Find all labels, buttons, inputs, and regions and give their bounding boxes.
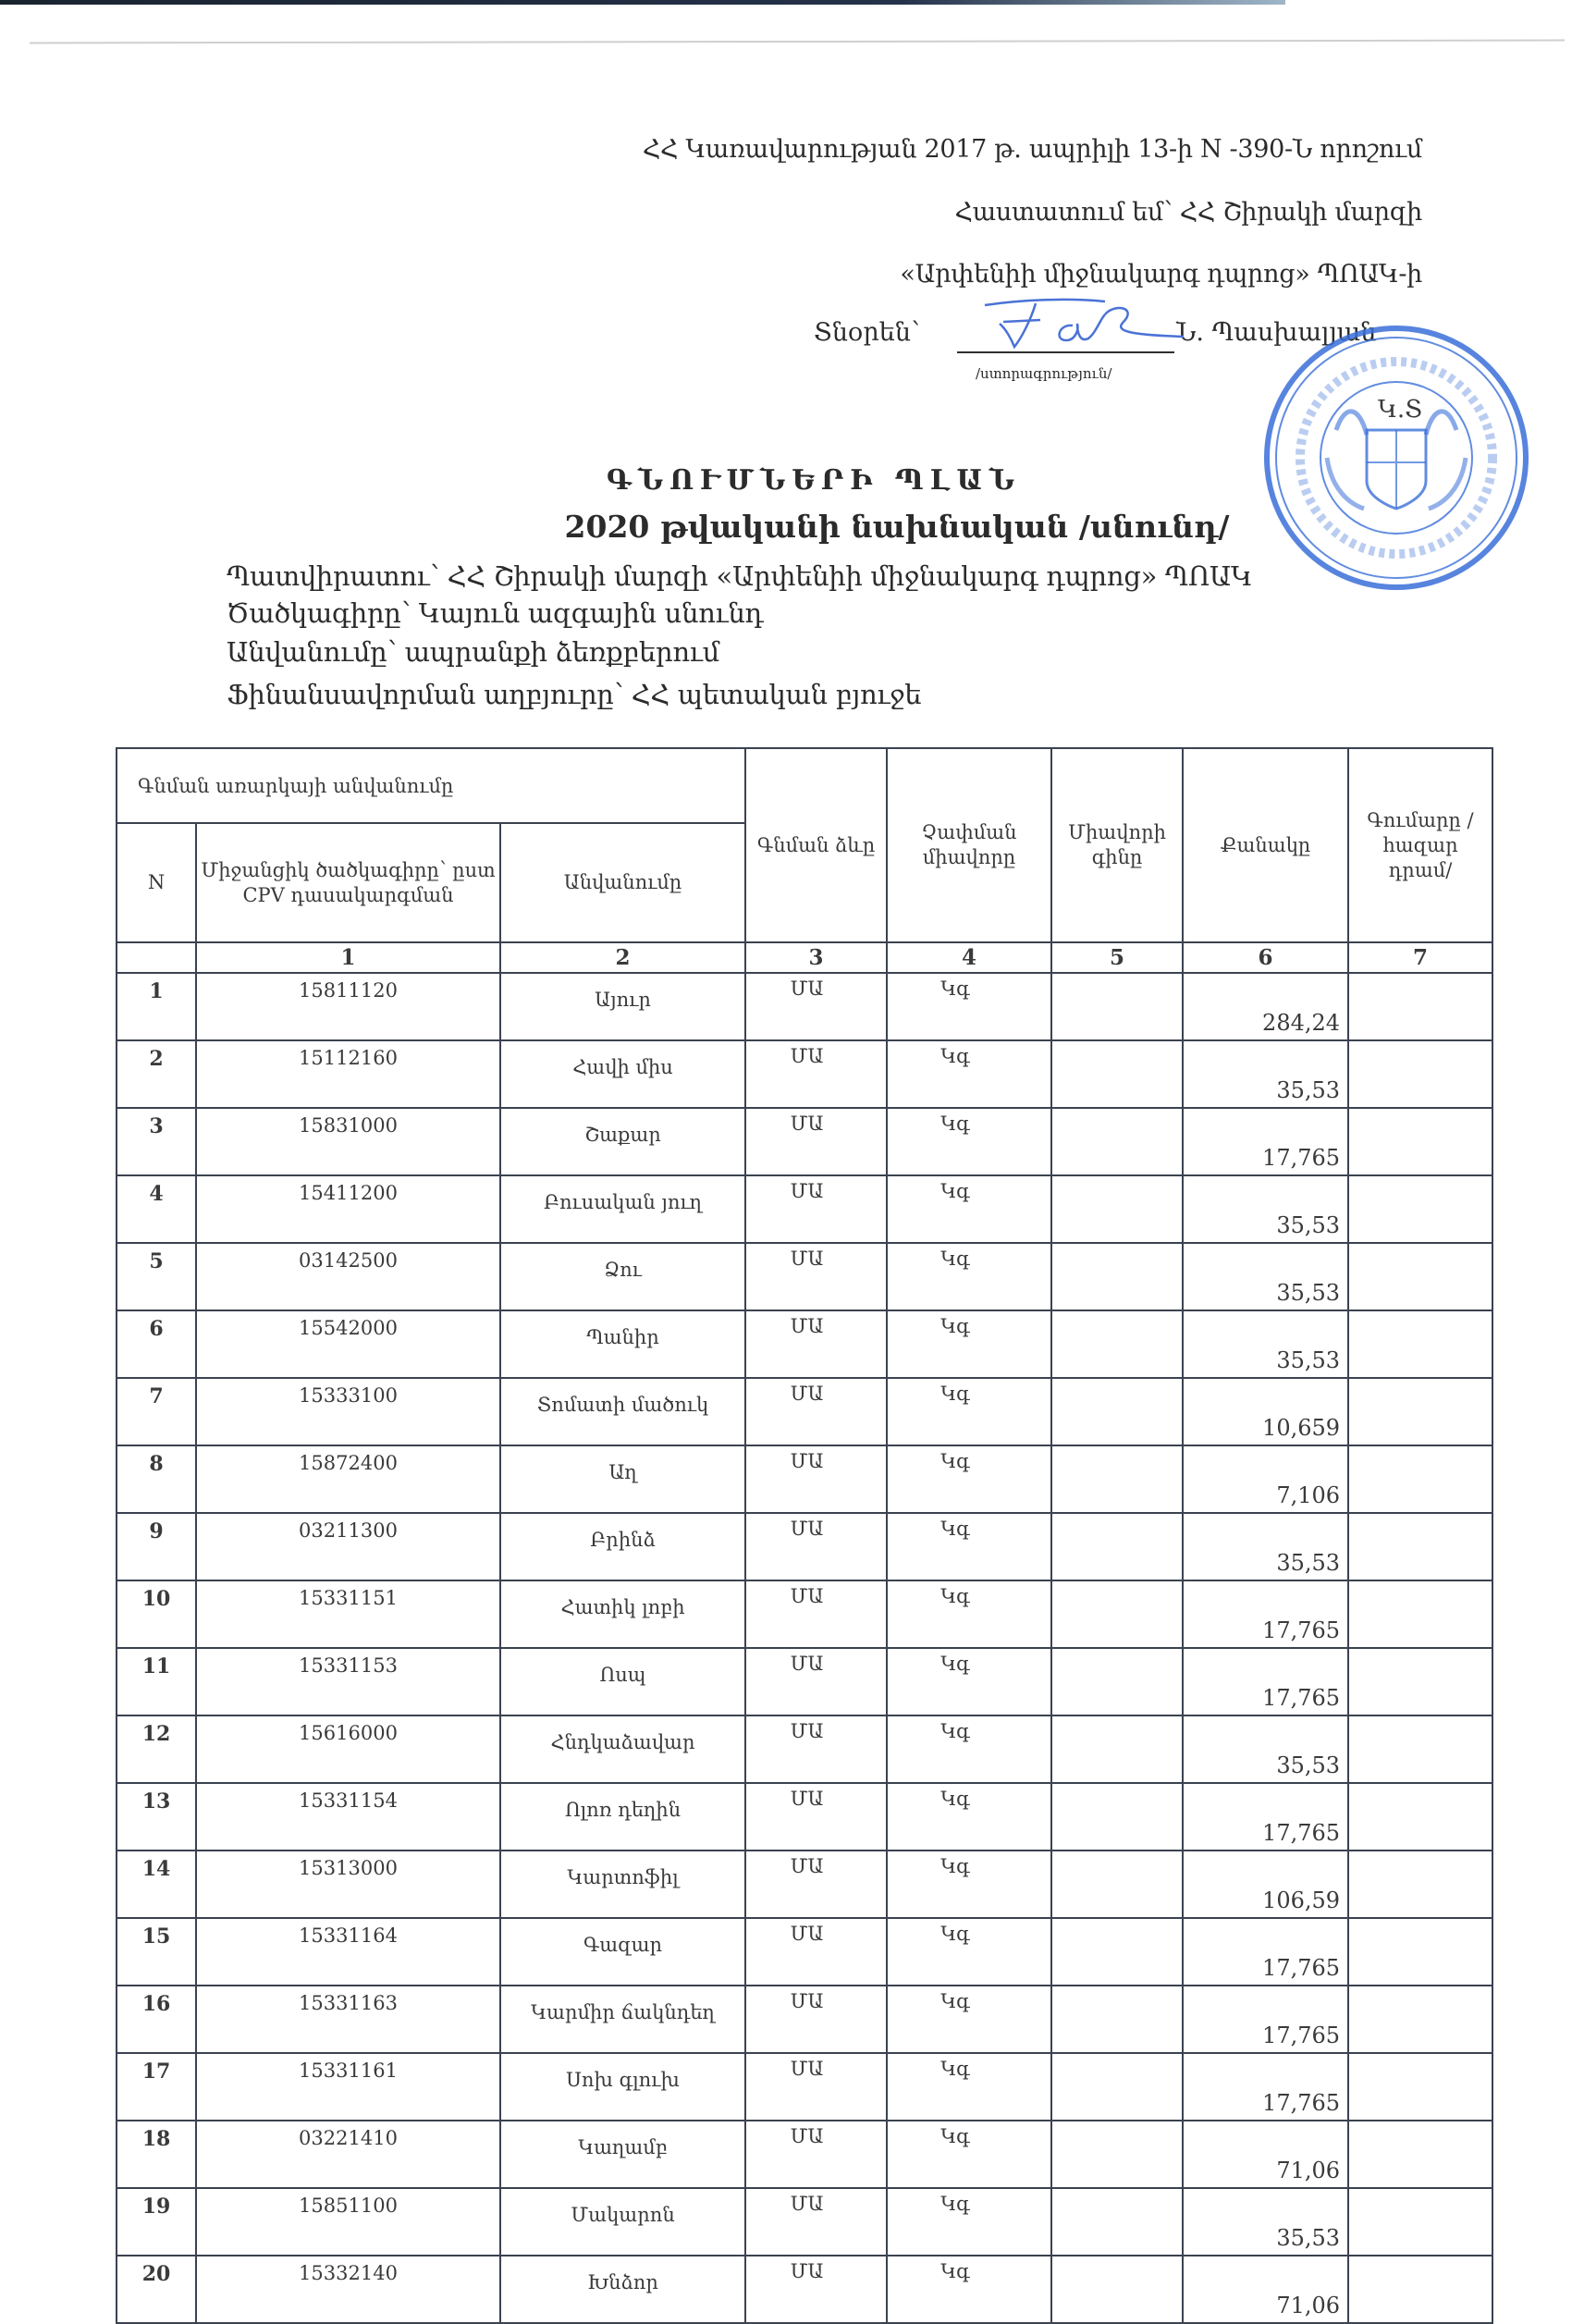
col-number: 3 [745, 942, 887, 973]
signature-caption: /ստորագրություն/ [976, 365, 1112, 382]
cpv-code: 15872400 [196, 1445, 500, 1513]
quantity: 35,53 [1183, 1513, 1348, 1580]
unit-of-measure: Կգ [887, 1108, 1051, 1175]
cpv-code: 15411200 [196, 1175, 500, 1243]
procurement-plan-table [116, 747, 1493, 2324]
cpv-code: 15112160 [196, 1040, 500, 1108]
quantity: 10,659 [1183, 1378, 1348, 1445]
code-line: Ծածկագիրը՝ Կայուն ազգային սնունդ [227, 597, 764, 629]
unit-price [1051, 2188, 1183, 2256]
table-row [117, 1986, 1492, 2053]
row-number: 9 [117, 1513, 196, 1580]
quantity: 35,53 [1183, 1310, 1348, 1378]
procurement-form: ՄԱ [745, 1851, 887, 1918]
item-name: Գազար [500, 1918, 745, 1986]
row-number: 6 [117, 1310, 196, 1378]
table-row [117, 1851, 1492, 1918]
item-name: Աղ [500, 1445, 745, 1513]
procurement-form: ՄԱ [745, 1580, 887, 1648]
unit-price [1051, 2121, 1183, 2188]
unit-of-measure: Կգ [887, 1243, 1051, 1310]
scan-top-edge [0, 0, 1285, 5]
table-row [117, 1175, 1492, 1243]
item-name: Բուսական յուղ [500, 1175, 745, 1243]
table-row [117, 1783, 1492, 1851]
table-row [117, 1513, 1492, 1580]
quantity: 17,765 [1183, 1986, 1348, 2053]
unit-of-measure: Կգ [887, 1986, 1051, 2053]
quantity: 17,765 [1183, 1580, 1348, 1648]
unit-price [1051, 1783, 1183, 1851]
cpv-code: 03142500 [196, 1243, 500, 1310]
director-label: Տնօրեն՝ [814, 318, 920, 347]
row-number: 11 [117, 1648, 196, 1715]
row-number: 15 [117, 1918, 196, 1986]
col-header-price: Միավորի գինը [1051, 748, 1183, 942]
col-header-unit: Չափման միավորը [887, 748, 1051, 942]
decree-reference: ՀՀ Կառավարության 2017 թ. ապրիլի 13-ի N -390-Ն որոշում [642, 135, 1422, 164]
unit-of-measure: Կգ [887, 2188, 1051, 2256]
table-row [117, 1715, 1492, 1783]
unit-price [1051, 1310, 1183, 1378]
unit-of-measure: Կգ [887, 1040, 1051, 1108]
cpv-code: 15331161 [196, 2053, 500, 2121]
unit-of-measure: Կգ [887, 1783, 1051, 1851]
approval-line: Հաստատում եմ՝ ՀՀ Շիրակի մարզի [954, 198, 1422, 227]
row-number: 8 [117, 1445, 196, 1513]
unit-of-measure: Կգ [887, 1445, 1051, 1513]
total-sum [1348, 1243, 1492, 1310]
quantity: 35,53 [1183, 1175, 1348, 1243]
table-row [117, 1918, 1492, 1986]
unit-of-measure: Կգ [887, 1918, 1051, 1986]
col-header-name: Անվանումը [500, 823, 745, 942]
table-row [117, 2188, 1492, 2256]
table-row [117, 1648, 1492, 1715]
unit-of-measure: Կգ [887, 1851, 1051, 1918]
item-name: Կարտոֆիլ [500, 1851, 745, 1918]
quantity: 17,765 [1183, 1108, 1348, 1175]
col-header-form: Գնման ձևը [745, 748, 887, 942]
table-row [117, 1243, 1492, 1310]
cpv-code: 03221410 [196, 2121, 500, 2188]
col-header-qty: Քանակը [1183, 748, 1348, 942]
total-sum [1348, 1648, 1492, 1715]
procurement-form: ՄԱ [745, 1310, 887, 1378]
cpv-code: 15542000 [196, 1310, 500, 1378]
col-number: 1 [196, 942, 500, 973]
item-name: Այուր [500, 973, 745, 1040]
funding-line: Ֆինանսավորման աղբյուրը՝ ՀՀ պետական բյուջե [227, 679, 922, 710]
table-row [117, 1310, 1492, 1378]
row-number: 13 [117, 1783, 196, 1851]
unit-price [1051, 1986, 1183, 2053]
procurement-form: ՄԱ [745, 1175, 887, 1243]
quantity: 7,106 [1183, 1445, 1348, 1513]
scan-artifact-line [30, 40, 1565, 44]
row-number: 1 [117, 973, 196, 1040]
quantity: 17,765 [1183, 1783, 1348, 1851]
total-sum [1348, 973, 1492, 1040]
unit-price [1051, 1378, 1183, 1445]
procurement-form: ՄԱ [745, 1513, 887, 1580]
item-name: Կաղամբ [500, 2121, 745, 2188]
quantity: 17,765 [1183, 1918, 1348, 1986]
cpv-code: 15616000 [196, 1715, 500, 1783]
school-name-line: «Արփենիի միջնակարգ դպրոց» ՊՈԱԿ-ի [900, 260, 1422, 289]
official-stamp-icon [1258, 319, 1535, 596]
naming-line: Անվանումը՝ ապրանքի ձեռքբերում [227, 636, 719, 668]
unit-price [1051, 1108, 1183, 1175]
table-row [117, 2121, 1492, 2188]
total-sum [1348, 2256, 1492, 2323]
col-number-empty [117, 942, 196, 973]
total-sum [1348, 1580, 1492, 1648]
col-number: 4 [887, 942, 1051, 973]
row-number: 3 [117, 1108, 196, 1175]
procurement-form: ՄԱ [745, 973, 887, 1040]
unit-price [1051, 1715, 1183, 1783]
item-name: Ձու [500, 1243, 745, 1310]
table-row [117, 973, 1492, 1040]
item-name: Պանիր [500, 1310, 745, 1378]
procurement-form: ՄԱ [745, 1986, 887, 2053]
quantity: 71,06 [1183, 2256, 1348, 2323]
col-header-n: N [117, 823, 196, 942]
quantity: 35,53 [1183, 1040, 1348, 1108]
item-name: Ոլոռ դեղին [500, 1783, 745, 1851]
stamp-placeholder-label: Կ.Տ [1378, 396, 1423, 424]
handwritten-signature-icon [966, 296, 1188, 351]
item-name: Հավի միս [500, 1040, 745, 1108]
row-number: 16 [117, 1986, 196, 2053]
col-number: 5 [1051, 942, 1183, 973]
total-sum [1348, 1715, 1492, 1783]
unit-of-measure: Կգ [887, 1580, 1051, 1648]
total-sum [1348, 1108, 1492, 1175]
row-number: 7 [117, 1378, 196, 1445]
unit-of-measure: Կգ [887, 1310, 1051, 1378]
quantity: 17,765 [1183, 1648, 1348, 1715]
total-sum [1348, 1310, 1492, 1378]
cpv-code: 15332140 [196, 2256, 500, 2323]
unit-price [1051, 1648, 1183, 1715]
procurement-form: ՄԱ [745, 1918, 887, 1986]
col-number: 6 [1183, 942, 1348, 973]
procurement-form: ՄԱ [745, 1040, 887, 1108]
item-name: Սոխ գլուխ [500, 2053, 745, 2121]
cpv-code: 15331154 [196, 1783, 500, 1851]
total-sum [1348, 1783, 1492, 1851]
row-number: 14 [117, 1851, 196, 1918]
table-row [117, 1108, 1492, 1175]
quantity: 35,53 [1183, 1243, 1348, 1310]
column-number-row [117, 942, 1492, 973]
unit-of-measure: Կգ [887, 2053, 1051, 2121]
procurement-form: ՄԱ [745, 1378, 887, 1445]
row-number: 20 [117, 2256, 196, 2323]
quantity: 17,765 [1183, 2053, 1348, 2121]
row-number: 18 [117, 2121, 196, 2188]
item-name: Հնդկաձավար [500, 1715, 745, 1783]
procurement-form: ՄԱ [745, 2256, 887, 2323]
row-number: 19 [117, 2188, 196, 2256]
quantity: 284,24 [1183, 973, 1348, 1040]
procurement-form: ՄԱ [745, 1108, 887, 1175]
unit-price [1051, 973, 1183, 1040]
total-sum [1348, 1445, 1492, 1513]
customer-line: Պատվիրատու՝ ՀՀ Շիրակի մարզի «Արփենիի միջնակարգ դպրոց» ՊՈԱԿ [227, 560, 1253, 592]
item-name: Շաքար [500, 1108, 745, 1175]
cpv-code: 15851100 [196, 2188, 500, 2256]
total-sum [1348, 2053, 1492, 2121]
procurement-form: ՄԱ [745, 1648, 887, 1715]
unit-of-measure: Կգ [887, 1175, 1051, 1243]
item-name: Բրինձ [500, 1513, 745, 1580]
unit-of-measure: Կգ [887, 2121, 1051, 2188]
quantity: 106,59 [1183, 1851, 1348, 1918]
unit-of-measure: Կգ [887, 1378, 1051, 1445]
total-sum [1348, 2121, 1492, 2188]
row-number: 10 [117, 1580, 196, 1648]
procurement-form: ՄԱ [745, 1445, 887, 1513]
row-number: 5 [117, 1243, 196, 1310]
unit-price [1051, 1513, 1183, 1580]
total-sum [1348, 1175, 1492, 1243]
table-row [117, 1378, 1492, 1445]
unit-price [1051, 1040, 1183, 1108]
director-name: Ն. Պասխալյան [1176, 318, 1377, 347]
unit-price [1051, 2256, 1183, 2323]
cpv-code: 15331164 [196, 1918, 500, 1986]
table-row [117, 2053, 1492, 2121]
total-sum [1348, 1040, 1492, 1108]
document-subtitle: 2020 թվականի նախնական /սնունդ/ [564, 509, 1230, 545]
unit-of-measure: Կգ [887, 1715, 1051, 1783]
unit-price [1051, 1918, 1183, 1986]
quantity: 71,06 [1183, 2121, 1348, 2188]
unit-of-measure: Կգ [887, 1648, 1051, 1715]
total-sum [1348, 1918, 1492, 1986]
quantity: 35,53 [1183, 2188, 1348, 2256]
total-sum [1348, 1513, 1492, 1580]
procurement-form: ՄԱ [745, 1783, 887, 1851]
row-number: 17 [117, 2053, 196, 2121]
table-row [117, 1040, 1492, 1108]
item-name: Կարմիր ճակնդեղ [500, 1986, 745, 2053]
row-number: 12 [117, 1715, 196, 1783]
row-number: 4 [117, 1175, 196, 1243]
quantity: 35,53 [1183, 1715, 1348, 1783]
total-sum [1348, 2188, 1492, 2256]
cpv-code: 15331163 [196, 1986, 500, 2053]
item-name: Ոսպ [500, 1648, 745, 1715]
cpv-code: 15333100 [196, 1378, 500, 1445]
procurement-form: ՄԱ [745, 1715, 887, 1783]
item-name: Խնձոր [500, 2256, 745, 2323]
unit-price [1051, 1445, 1183, 1513]
unit-price [1051, 1243, 1183, 1310]
group-header: Գնման առարկայի անվանումը [117, 748, 745, 823]
cpv-code: 15331151 [196, 1580, 500, 1648]
document-title: ԳՆՈՒՄՆԵՐԻ ՊԼԱՆ [606, 464, 1022, 497]
item-name: Մակարոն [500, 2188, 745, 2256]
cpv-code: 03211300 [196, 1513, 500, 1580]
item-name: Հատիկ լոբի [500, 1580, 745, 1648]
procurement-form: ՄԱ [745, 1243, 887, 1310]
table-row [117, 1445, 1492, 1513]
cpv-code: 15811120 [196, 973, 500, 1040]
unit-price [1051, 1175, 1183, 1243]
cpv-code: 15831000 [196, 1108, 500, 1175]
cpv-code: 15313000 [196, 1851, 500, 1918]
unit-price [1051, 2053, 1183, 2121]
procurement-form: ՄԱ [745, 2121, 887, 2188]
signature-line [957, 351, 1174, 353]
unit-price [1051, 1580, 1183, 1648]
unit-of-measure: Կգ [887, 2256, 1051, 2323]
total-sum [1348, 1378, 1492, 1445]
col-number: 2 [500, 942, 745, 973]
col-header-sum: Գումարը /հազար դրամ/ [1348, 748, 1492, 942]
table-row [117, 1580, 1492, 1648]
procurement-form: ՄԱ [745, 2188, 887, 2256]
cpv-code: 15331153 [196, 1648, 500, 1715]
total-sum [1348, 1851, 1492, 1918]
unit-price [1051, 1851, 1183, 1918]
unit-of-measure: Կգ [887, 1513, 1051, 1580]
col-number: 7 [1348, 942, 1492, 973]
row-number: 2 [117, 1040, 196, 1108]
procurement-form: ՄԱ [745, 2053, 887, 2121]
table-row [117, 2256, 1492, 2323]
unit-of-measure: Կգ [887, 973, 1051, 1040]
col-header-cpv: Միջանցիկ ծածկագիրը՝ ըստ CPV դասակարգման [196, 823, 500, 942]
total-sum [1348, 1986, 1492, 2053]
item-name: Տոմատի մածուկ [500, 1378, 745, 1445]
